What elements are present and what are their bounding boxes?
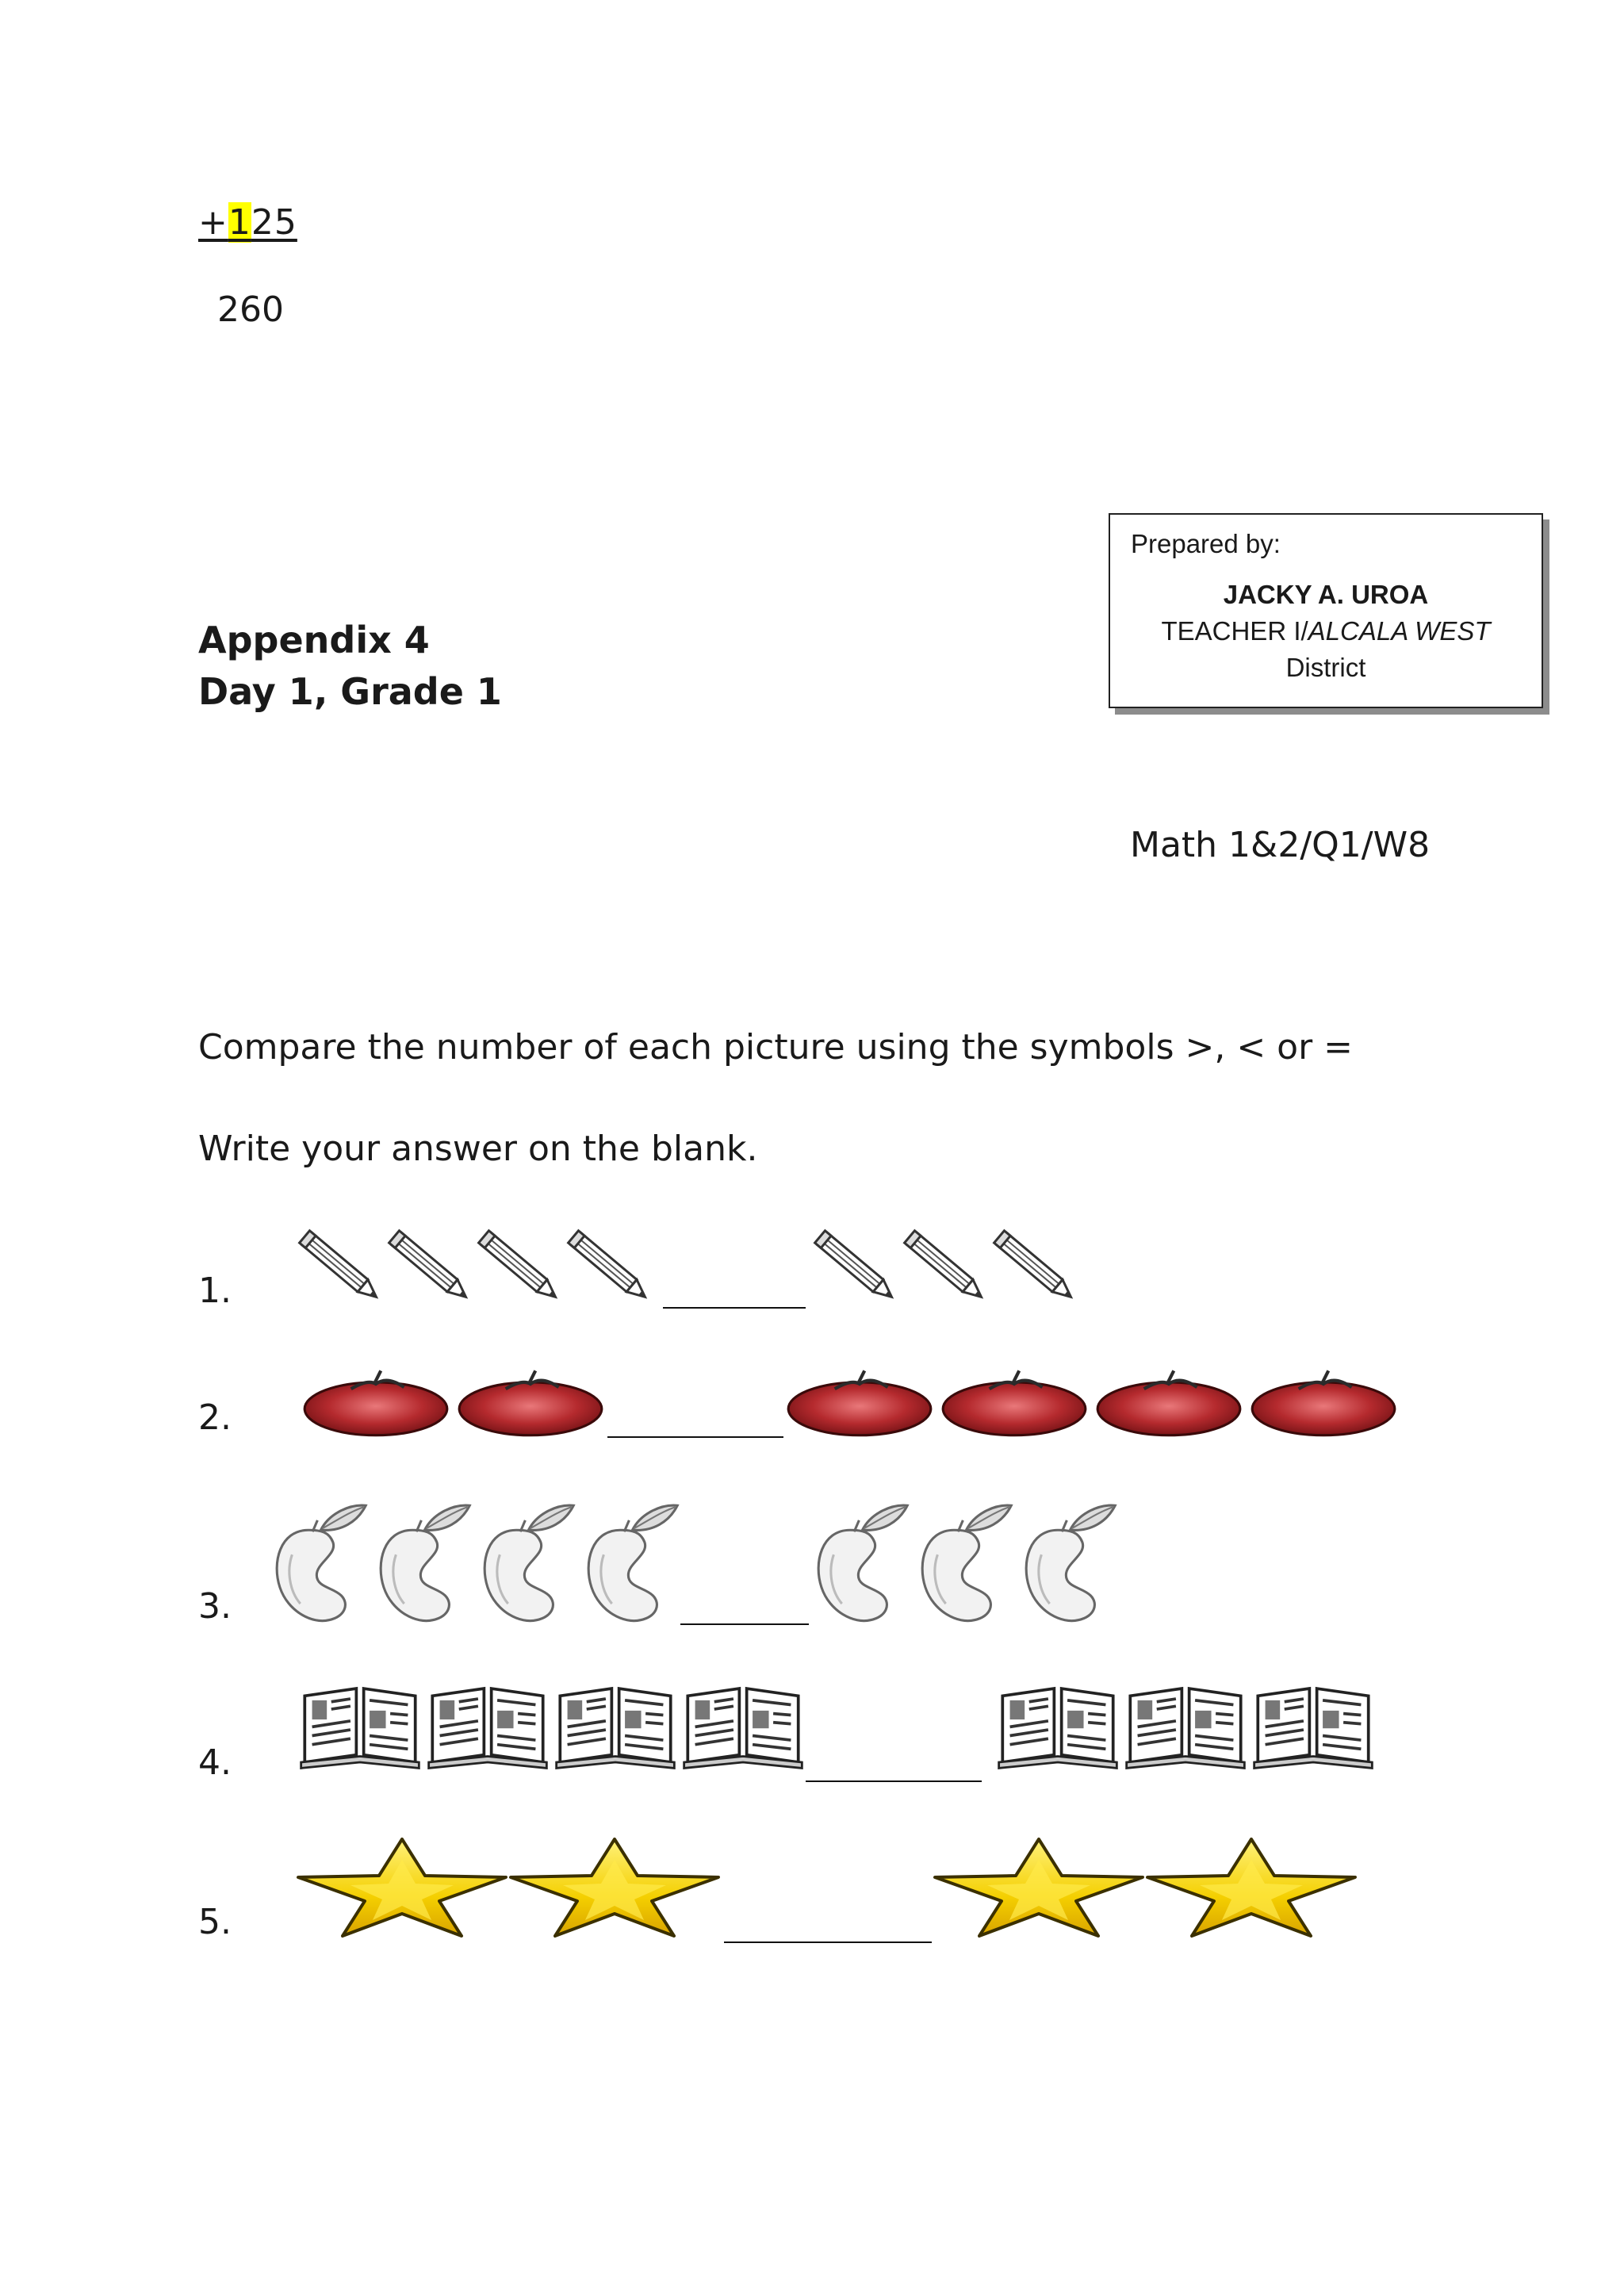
author-role [1110,616,1542,646]
prepared-by-box [1109,513,1543,708]
mango-icon [375,1497,474,1628]
book-icon [297,1680,423,1771]
tomato-icon [1249,1366,1398,1440]
star-icon [1144,1836,1358,1939]
appendix-subtitle: Day 1, Grade 1 [198,670,502,713]
mango-icon [479,1497,578,1628]
appendix-title: Appendix 4 [198,619,430,661]
book-icon [553,1680,678,1771]
pencil-icon [558,1220,661,1315]
addend-rest: 25 [251,202,297,243]
course-code: Math 1&2/Q1/W8 [1130,825,1431,865]
pencil-icon [805,1220,908,1315]
item-number-5: 5. [198,1902,232,1942]
pencil-icon [984,1220,1087,1315]
highlighted-digit: 1 [228,202,251,243]
item-number-4: 4. [198,1742,232,1783]
tomato-icon [785,1366,934,1440]
mango-icon [1021,1497,1120,1628]
pencil-icon [379,1220,482,1315]
book-icon [1251,1680,1376,1771]
mango-icon [917,1497,1016,1628]
sum-value: 260 [217,289,284,330]
star-icon [295,1836,509,1939]
tomato-icon [940,1366,1089,1440]
author-name: JACKY A. UROA [1223,580,1429,609]
answer-blank-1[interactable] [663,1307,806,1309]
book-icon [995,1680,1120,1771]
star-icon [508,1836,722,1939]
author-district: District [1285,653,1366,682]
instruction-compare: Compare the number of each picture using the symbols >, < or = [198,1027,1354,1068]
pencil-icon [894,1220,998,1315]
book-icon [680,1680,806,1771]
answer-blank-5[interactable] [724,1941,932,1943]
book-icon [425,1680,550,1771]
tomato-icon [1094,1366,1243,1440]
mango-icon [271,1497,370,1628]
mango-icon [583,1497,682,1628]
pencil-icon [469,1220,572,1315]
plus-sign: + [198,202,228,243]
mango-icon [813,1497,912,1628]
pencil-icon [289,1220,393,1315]
addend-line [198,202,297,243]
star-icon [932,1836,1146,1939]
answer-blank-2[interactable] [607,1436,783,1438]
instruction-write: Write your answer on the blank. [198,1129,758,1169]
tomato-icon [301,1366,450,1440]
role-prefix: TEACHER I/ [1161,616,1308,646]
role-school: ALCALA WEST [1308,616,1491,646]
answer-blank-4[interactable] [806,1780,982,1782]
book-icon [1123,1680,1248,1771]
tomato-icon [456,1366,605,1440]
prepared-by-label: Prepared by: [1131,529,1281,558]
answer-blank-3[interactable] [680,1623,809,1625]
item-number-2: 2. [198,1397,232,1438]
item-number-3: 3. [198,1586,232,1627]
item-number-1: 1. [198,1271,232,1311]
